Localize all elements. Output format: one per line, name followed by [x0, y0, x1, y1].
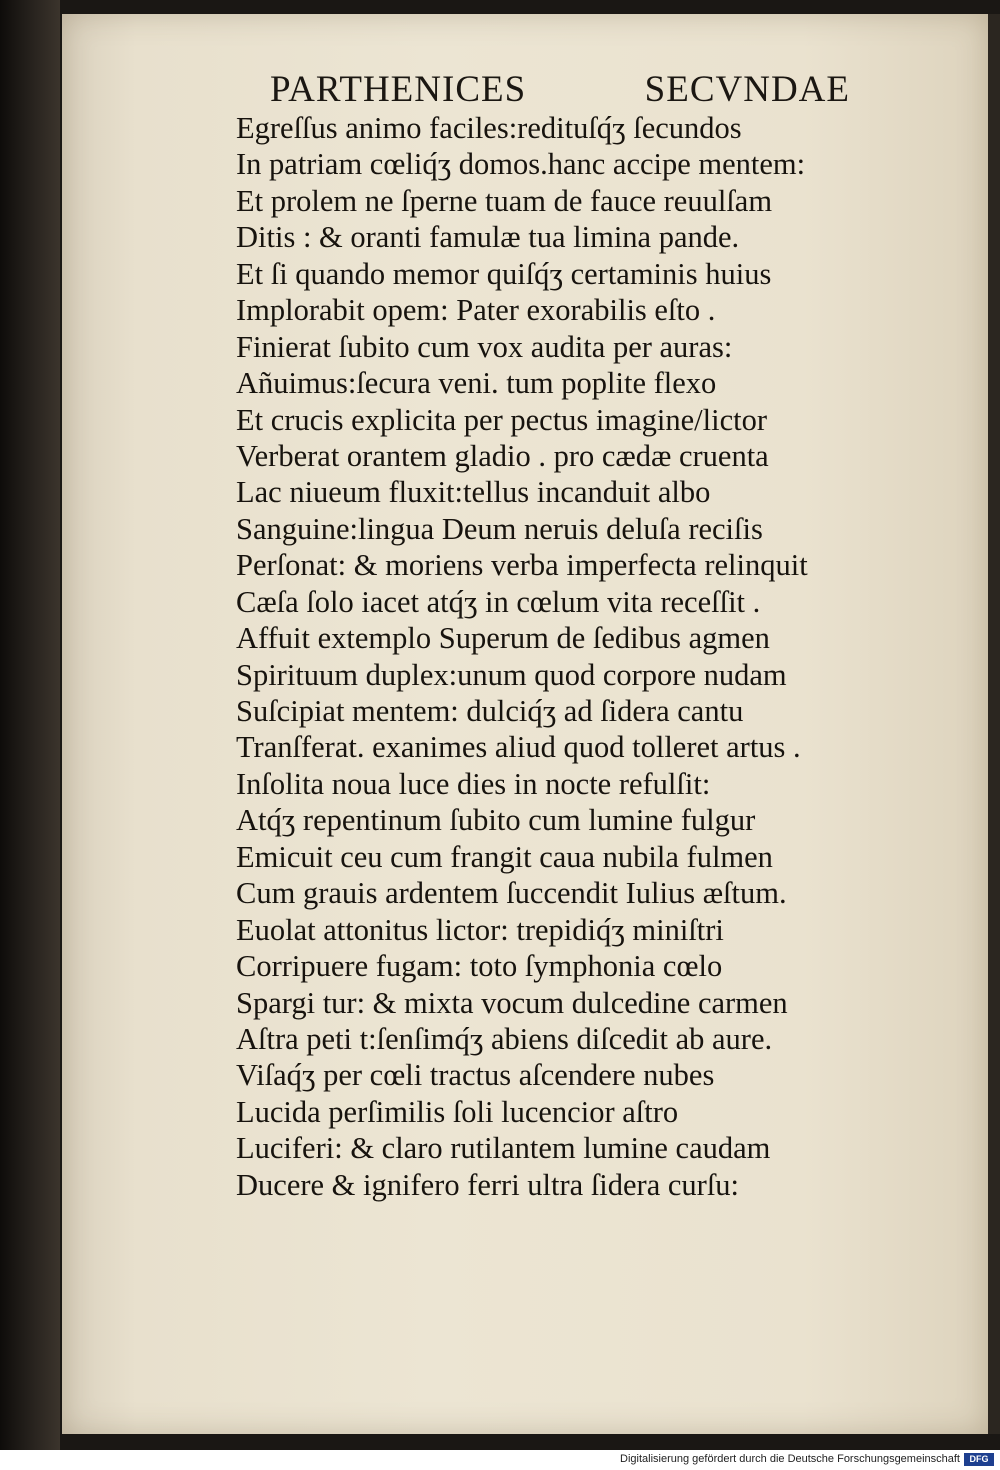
verse-line: Egreſſus animo faciles:redituſq́ʒ ſecundos	[236, 111, 742, 145]
verse-line: Finierat ſubito cum vox audita per auras:	[236, 329, 733, 364]
verse-line: Inſolita noua luce dies in nocte refulſit:	[236, 766, 711, 801]
verse-line: Atq́ʒ repentinum ſubito cum lumine fulgur	[236, 803, 756, 838]
verse-line: Spargi tur: & mixta vocum dulcedine carmen	[236, 985, 788, 1020]
verse-line: Lac niueum fluxit:tellus incanduit albo	[236, 475, 711, 510]
verse-line: Euolat attonitus lictor: trepidiq́ʒ miniſtri	[236, 912, 724, 947]
verse-line: Perſonat: & moriens verba imperfecta relinquit	[236, 548, 808, 583]
verse-line: Spirituum duplex:unum quod corpore nudam	[236, 657, 787, 692]
verse-text-block	[236, 110, 896, 1203]
dfg-logo: DFG	[964, 1453, 994, 1466]
book-binding-edge	[0, 0, 60, 1450]
verse-line: Cæſa ſolo iacet atq́ʒ in cœlum vita receſſit .	[236, 584, 761, 619]
verse-line: Lucida perſimilis ſoli lucencior aſtro	[236, 1094, 679, 1129]
verse-line: Tranſferat. exanimes aliud quod tolleret artus .	[236, 730, 801, 765]
verse-line: Et prolem ne ſperne tuam de fauce reuulſam	[236, 183, 773, 218]
verse-line: Ditis : & oranti famulæ tua limina pande.	[236, 220, 740, 255]
running-head-left: PARTHENICES	[270, 69, 527, 110]
verse-line: Emicuit ceu cum frangit caua nubila fulmen	[236, 839, 773, 874]
verse-line: In patriam cœliq́ʒ domos.hanc accipe mentem:	[236, 147, 806, 182]
verse-line: Cum grauis ardentem ſuccendit Iulius æſtum.	[236, 876, 787, 911]
verse-line: Añuimus:ſecura veni. tum poplite flexo	[236, 366, 717, 401]
verse-line: Verberat orantem gladio . pro cædæ cruenta	[236, 438, 769, 473]
verse-line: Corripuere fugam: toto ſymphonia cœlo	[236, 949, 723, 984]
digitization-credit: Digitalisierung gefördert durch die Deutsche Forschungsgemeinschaft	[620, 1453, 960, 1465]
verse-line: Affuit extemplo Superum de ſedibus agmen	[236, 621, 770, 656]
verse-line: Implorabit opem: Pater exorabilis eſto .	[236, 293, 716, 328]
verse-line: Et ſi quando memor quiſq́ʒ certaminis huius	[236, 256, 772, 291]
page-edge	[986, 14, 1000, 1434]
footer-bar	[0, 1450, 1000, 1470]
verse-line: Luciferi: & claro rutilantem lumine caudam	[236, 1131, 771, 1166]
verse-line: Sanguine:lingua Deum neruis deluſa reciſis	[236, 511, 763, 546]
running-head	[270, 68, 850, 111]
verse-line: Ducere & ignifero ferri ultra ſidera curſu:	[236, 1167, 740, 1202]
verse-line: Aſtra peti t:ſenſimq́ʒ abiens diſcedit ab aure.	[236, 1021, 773, 1056]
verse-line: Viſaq́ʒ per cœli tractus aſcendere nubes	[236, 1058, 715, 1093]
verse-line: Et crucis explicita per pectus imagine/lictor	[236, 402, 768, 437]
running-head-right: SECVNDAE	[644, 69, 850, 110]
verse-line: Suſcipiat mentem: dulciq́ʒ ad ſidera cantu	[236, 694, 744, 728]
